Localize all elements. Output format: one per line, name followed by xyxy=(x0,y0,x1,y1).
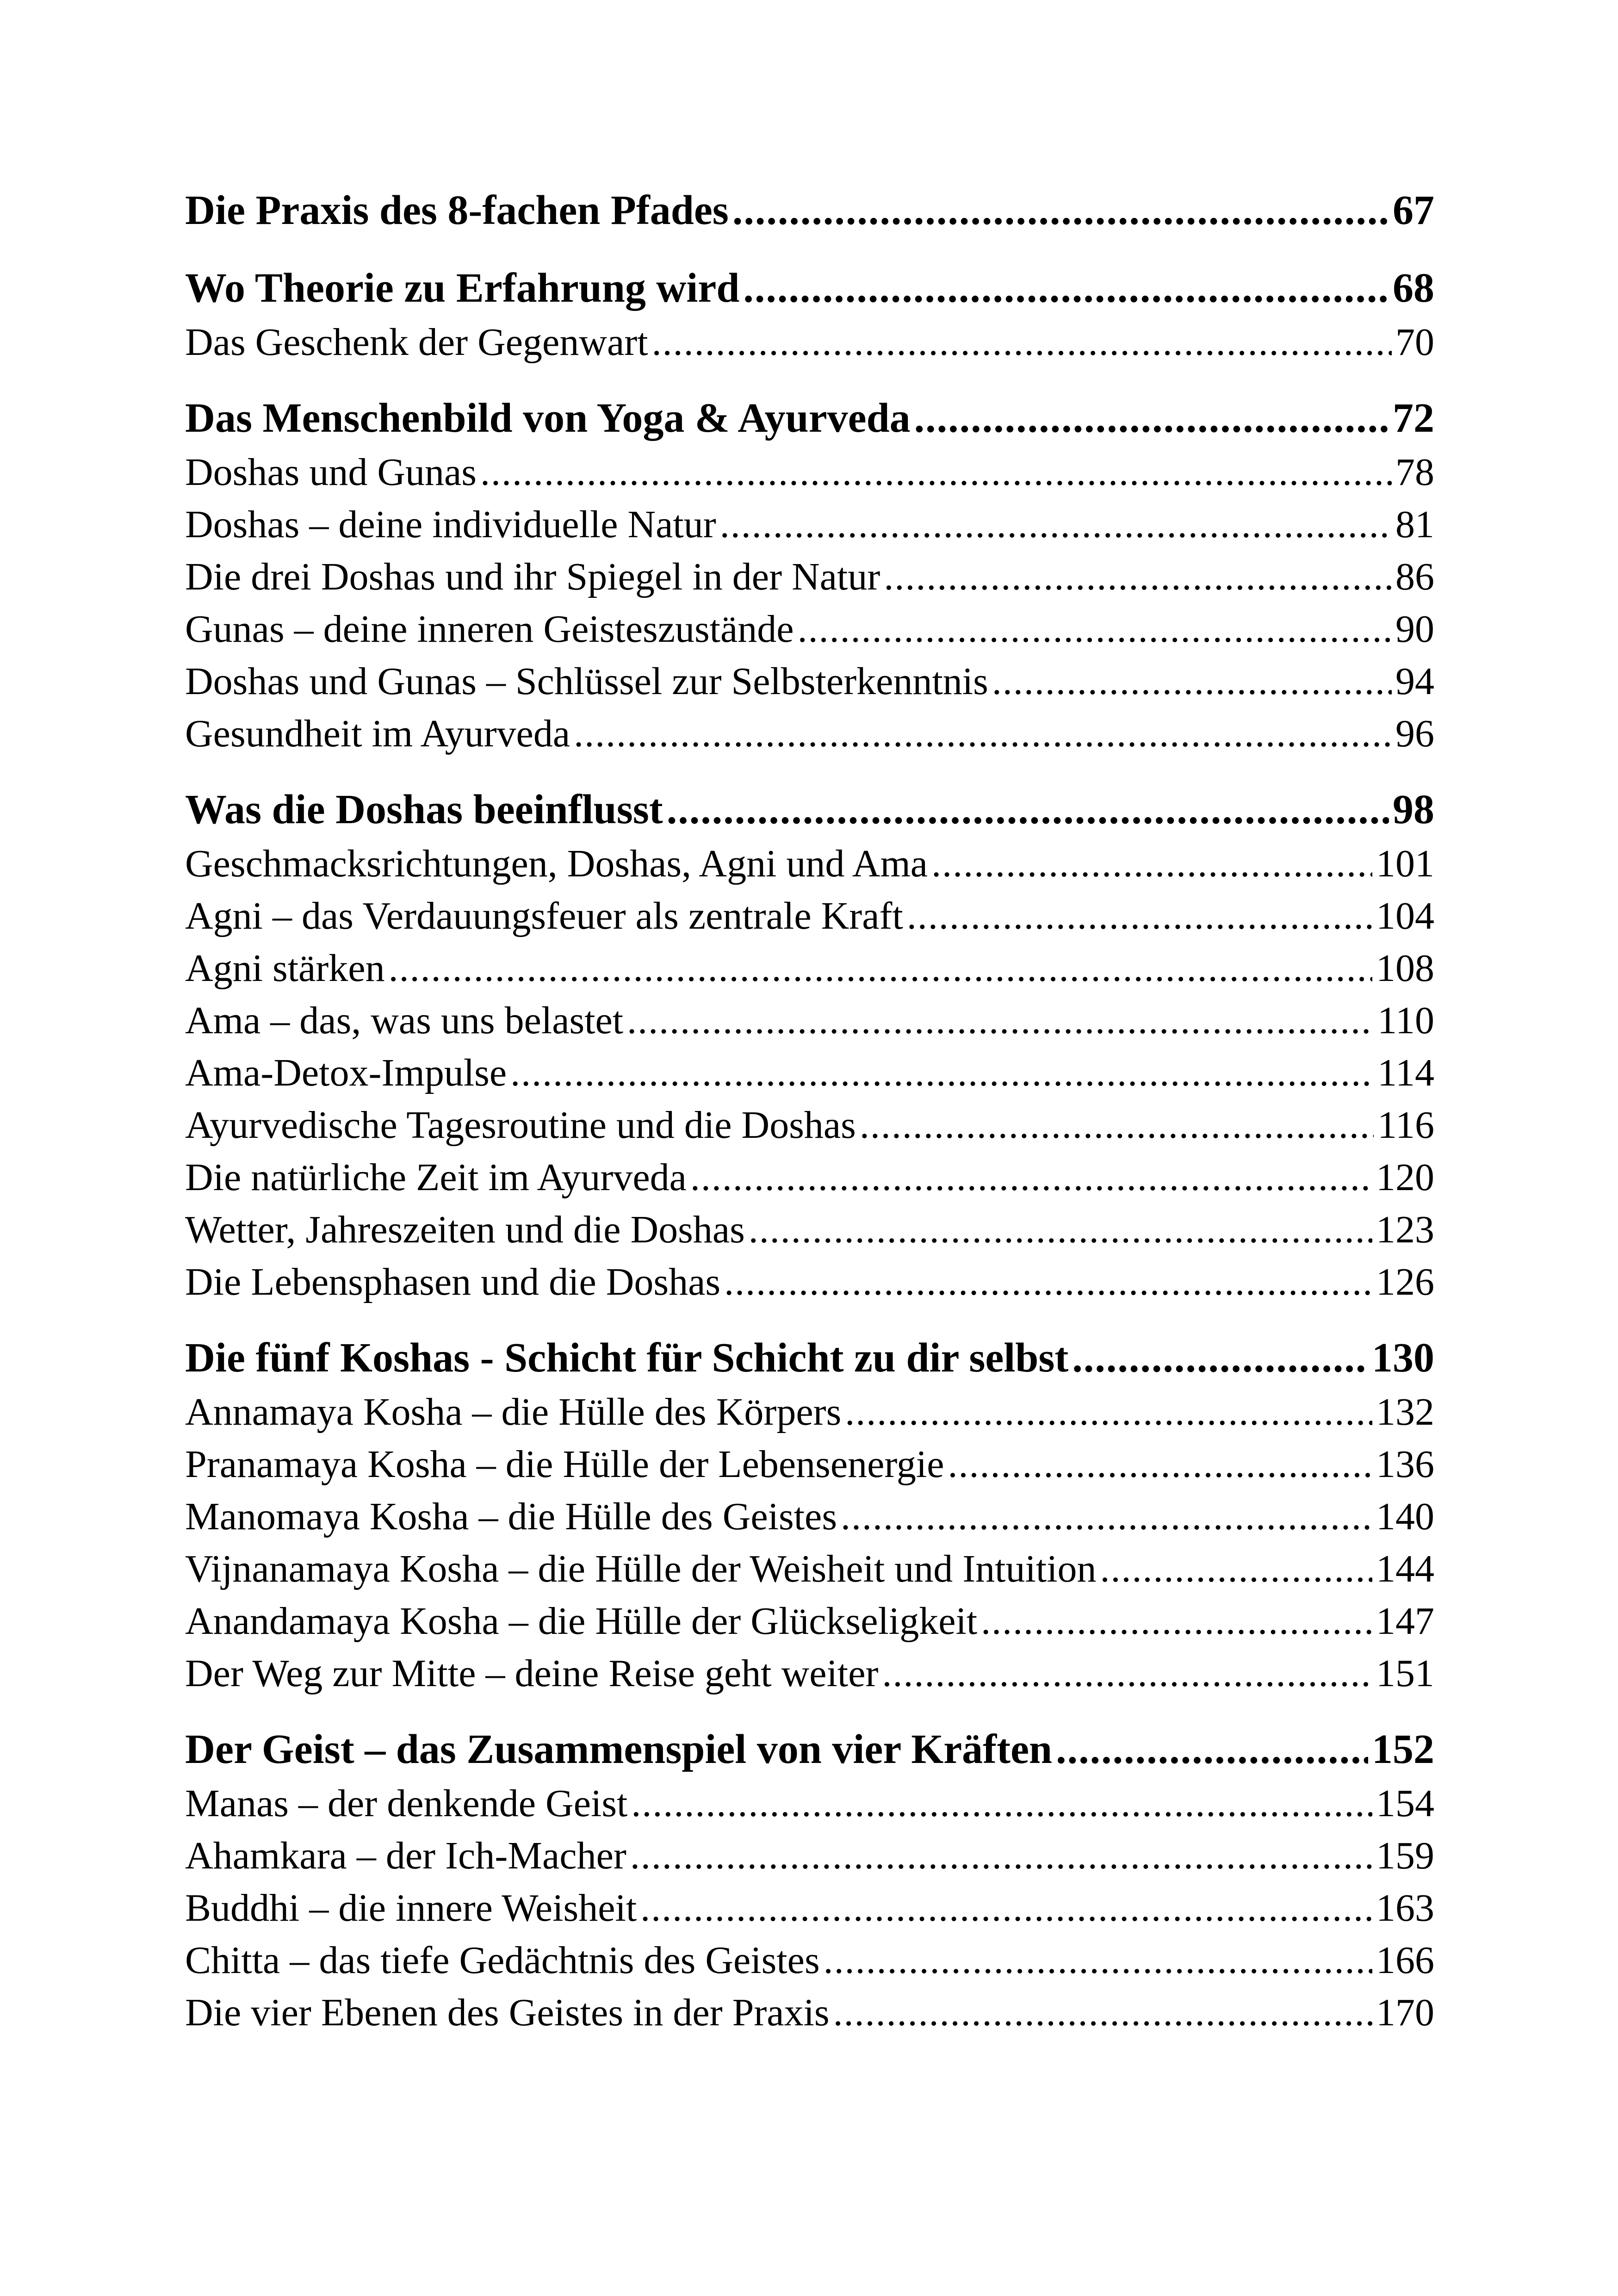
toc-section xyxy=(185,1330,1434,1700)
subsection-title: Ayurvedische Tagesroutine und die Doshas xyxy=(185,1104,856,1147)
subsection-entry[interactable] xyxy=(185,498,1434,551)
dot-leader xyxy=(798,603,1392,655)
toc-section xyxy=(185,391,1434,760)
subsection-entry[interactable] xyxy=(185,1099,1434,1151)
subsection-title: Chitta – das tiefe Gedächtnis des Geistes xyxy=(185,1939,820,1982)
dot-leader xyxy=(652,316,1392,368)
subsection-entry[interactable] xyxy=(185,1386,1434,1438)
dot-leader xyxy=(992,655,1392,707)
page-number: 94 xyxy=(1395,660,1434,703)
subsection-entry[interactable] xyxy=(185,1490,1434,1543)
chapter-title: Was die Doshas beeinflusst xyxy=(185,787,663,832)
dot-leader xyxy=(724,1256,1372,1308)
subsection-entry[interactable] xyxy=(185,1830,1434,1882)
page-number: 67 xyxy=(1393,187,1434,233)
page-number: 114 xyxy=(1377,1051,1434,1094)
page-number: 108 xyxy=(1376,947,1434,990)
subsection-title: Geschmacksrichtungen, Doshas, Agni und Ama xyxy=(185,842,928,885)
subsection-entry[interactable] xyxy=(185,994,1434,1047)
dot-leader xyxy=(841,1490,1372,1543)
dot-leader xyxy=(720,498,1392,551)
dot-leader xyxy=(510,1047,1374,1099)
subsection-title: Gunas – deine inneren Geisteszustände xyxy=(185,608,794,651)
subsection-entry[interactable] xyxy=(185,1882,1434,1934)
subsection-entry[interactable] xyxy=(185,655,1434,707)
dot-leader xyxy=(690,1151,1372,1204)
dot-leader xyxy=(732,183,1389,238)
subsection-entry[interactable] xyxy=(185,603,1434,655)
page-number: 116 xyxy=(1377,1104,1434,1147)
chapter-title: Die fünf Koshas - Schicht für Schicht zu dir selbst xyxy=(185,1335,1069,1381)
dot-leader xyxy=(640,1882,1372,1934)
page-number: 104 xyxy=(1376,894,1434,937)
dot-leader xyxy=(981,1595,1372,1647)
subsection-entry[interactable] xyxy=(185,1986,1434,2039)
subsection-title: Annamaya Kosha – die Hülle des Körpers xyxy=(185,1390,842,1433)
subsection-entry[interactable] xyxy=(185,707,1434,760)
page-number: 132 xyxy=(1376,1390,1434,1433)
chapter-entry[interactable] xyxy=(185,391,1434,446)
chapter-entry[interactable] xyxy=(185,261,1434,316)
dot-leader xyxy=(914,391,1389,446)
dot-leader xyxy=(631,1777,1372,1830)
subsection-title: Anandamaya Kosha – die Hülle der Glückseligkeit xyxy=(185,1600,978,1643)
subsection-entry[interactable] xyxy=(185,890,1434,942)
dot-leader xyxy=(749,1204,1372,1256)
subsection-entry[interactable] xyxy=(185,1543,1434,1595)
page-number: 130 xyxy=(1372,1335,1434,1381)
subsection-title: Das Geschenk der Gegenwart xyxy=(185,321,648,364)
page-number: 159 xyxy=(1376,1834,1434,1877)
subsection-title: Doshas und Gunas – Schlüssel zur Selbsterkenntnis xyxy=(185,660,988,703)
subsection-title: Pranamaya Kosha – die Hülle der Lebensenergie xyxy=(185,1443,944,1486)
dot-leader xyxy=(833,1986,1372,2039)
dot-leader xyxy=(667,782,1389,838)
subsection-title: Manomaya Kosha – die Hülle des Geistes xyxy=(185,1495,837,1538)
subsection-entry[interactable] xyxy=(185,1777,1434,1830)
dot-leader xyxy=(845,1386,1372,1438)
subsection-entry[interactable] xyxy=(185,446,1434,498)
subsection-title: Ama – das, was uns belastet xyxy=(185,999,624,1042)
chapter-title: Das Menschenbild von Yoga & Ayurveda xyxy=(185,395,911,441)
dot-leader xyxy=(1056,1722,1368,1777)
page-number: 170 xyxy=(1376,1991,1434,2034)
subsection-title: Manas – der denkende Geist xyxy=(185,1782,628,1825)
page-number: 101 xyxy=(1376,842,1434,885)
dot-leader xyxy=(627,994,1374,1047)
chapter-entry[interactable] xyxy=(185,1330,1434,1386)
toc-section xyxy=(185,183,1434,238)
dot-leader xyxy=(931,838,1372,890)
subsection-title: Die drei Doshas und ihr Spiegel in der Natur xyxy=(185,555,880,598)
toc-section xyxy=(185,261,1434,368)
subsection-entry[interactable] xyxy=(185,1647,1434,1700)
subsection-title: Doshas und Gunas xyxy=(185,451,477,494)
page-number: 152 xyxy=(1372,1726,1434,1772)
page-number: 147 xyxy=(1376,1600,1434,1643)
chapter-entry[interactable] xyxy=(185,183,1434,238)
page-number: 123 xyxy=(1376,1208,1434,1251)
page-number: 151 xyxy=(1376,1652,1434,1695)
subsection-title: Doshas – deine individuelle Natur xyxy=(185,503,716,546)
subsection-entry[interactable] xyxy=(185,1595,1434,1647)
page-number: 86 xyxy=(1395,555,1434,598)
page-number: 68 xyxy=(1393,265,1434,311)
page-number: 126 xyxy=(1376,1260,1434,1303)
chapter-entry[interactable] xyxy=(185,782,1434,838)
chapter-title: Wo Theorie zu Erfahrung wird xyxy=(185,265,740,311)
dot-leader xyxy=(1100,1543,1372,1595)
chapter-title: Der Geist – das Zusammenspiel von vier Kräften xyxy=(185,1726,1053,1772)
subsection-title: Ama-Detox-Impulse xyxy=(185,1051,507,1094)
page-number: 90 xyxy=(1395,608,1434,651)
subsection-entry[interactable] xyxy=(185,316,1434,368)
subsection-entry[interactable] xyxy=(185,1934,1434,1986)
dot-leader xyxy=(574,707,1392,760)
toc-section xyxy=(185,782,1434,1308)
page-number: 98 xyxy=(1393,787,1434,832)
page-number: 154 xyxy=(1376,1782,1434,1825)
dot-leader xyxy=(860,1099,1374,1151)
subsection-title: Wetter, Jahreszeiten und die Doshas xyxy=(185,1208,745,1251)
dot-leader xyxy=(1072,1330,1368,1386)
subsection-title: Ahamkara – der Ich-Macher xyxy=(185,1834,626,1877)
subsection-title: Agni stärken xyxy=(185,947,385,990)
chapter-entry[interactable] xyxy=(185,1722,1434,1777)
dot-leader xyxy=(824,1934,1372,1986)
page-number: 70 xyxy=(1395,321,1434,364)
subsection-entry[interactable] xyxy=(185,551,1434,603)
table-of-contents xyxy=(185,183,1434,2061)
subsection-title: Vijnanamaya Kosha – die Hülle der Weisheit und Intuition xyxy=(185,1547,1097,1590)
page-number: 120 xyxy=(1376,1156,1434,1199)
subsection-title: Agni – das Verdauungsfeuer als zentrale Kraft xyxy=(185,894,903,937)
subsection-title: Der Weg zur Mitte – deine Reise geht weiter xyxy=(185,1652,879,1695)
dot-leader xyxy=(882,1647,1372,1700)
toc-section xyxy=(185,1722,1434,2039)
page-number: 163 xyxy=(1376,1886,1434,1930)
subsection-title: Die vier Ebenen des Geistes in der Praxis xyxy=(185,1991,830,2034)
page-number: 144 xyxy=(1376,1547,1434,1590)
subsection-entry[interactable] xyxy=(185,942,1434,994)
dot-leader xyxy=(907,890,1372,942)
subsection-entry[interactable] xyxy=(185,1438,1434,1490)
page-number: 166 xyxy=(1376,1939,1434,1982)
subsection-title: Die Lebensphasen und die Doshas xyxy=(185,1260,721,1303)
subsection-entry[interactable] xyxy=(185,1204,1434,1256)
dot-leader xyxy=(884,551,1392,603)
page-number: 136 xyxy=(1376,1443,1434,1486)
subsection-title: Die natürliche Zeit im Ayurveda xyxy=(185,1156,687,1199)
page-number: 110 xyxy=(1377,999,1434,1042)
chapter-title: Die Praxis des 8-fachen Pfades xyxy=(185,187,729,233)
page-number: 96 xyxy=(1395,712,1434,755)
subsection-title: Gesundheit im Ayurveda xyxy=(185,712,570,755)
subsection-title: Buddhi – die innere Weisheit xyxy=(185,1886,637,1930)
dot-leader xyxy=(948,1438,1372,1490)
subsection-entry[interactable] xyxy=(185,1256,1434,1308)
page-number: 78 xyxy=(1395,451,1434,494)
subsection-entry[interactable] xyxy=(185,1151,1434,1204)
dot-leader xyxy=(630,1830,1372,1882)
page-number: 72 xyxy=(1393,395,1434,441)
dot-leader xyxy=(389,942,1372,994)
dot-leader xyxy=(480,446,1392,498)
page-number: 140 xyxy=(1376,1495,1434,1538)
page-number: 81 xyxy=(1395,503,1434,546)
subsection-entry[interactable] xyxy=(185,838,1434,890)
subsection-entry[interactable] xyxy=(185,1047,1434,1099)
dot-leader xyxy=(743,261,1389,316)
